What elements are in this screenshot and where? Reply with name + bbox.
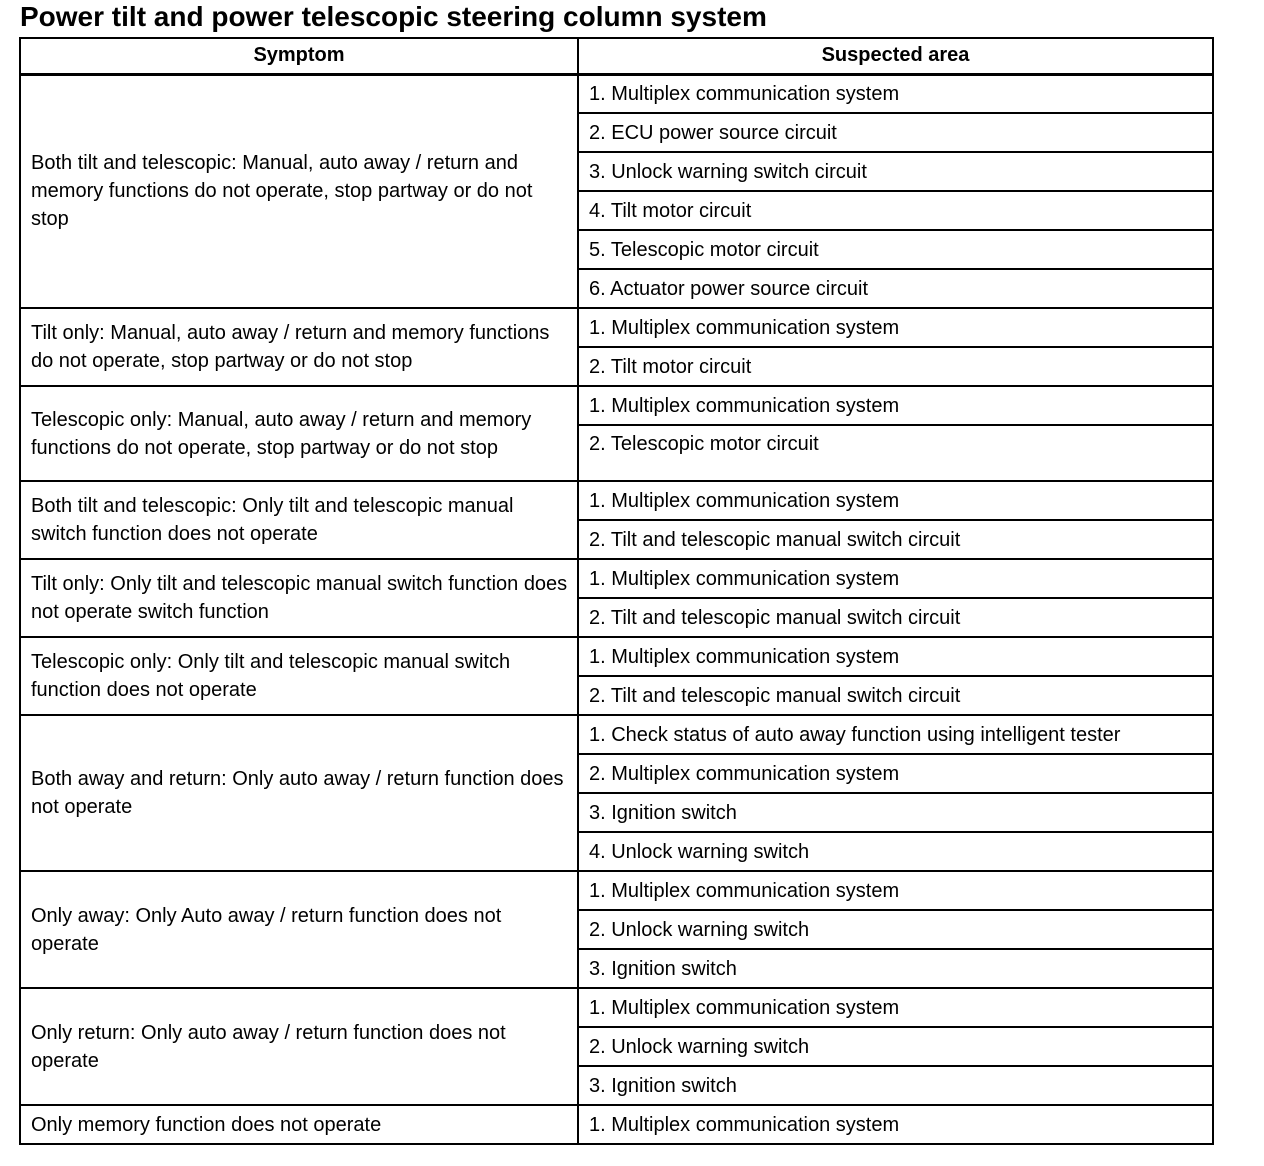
symptom-cell: Both tilt and telescopic: Only tilt and telescopic manual switch function does not operate xyxy=(20,481,578,559)
suspected-area-cell: 2. Tilt and telescopic manual switch circuit xyxy=(578,598,1213,637)
symptom-cell: Only memory function does not operate xyxy=(20,1105,578,1144)
table-row xyxy=(20,386,1213,425)
suspected-area-cell: 2. Telescopic motor circuit xyxy=(578,425,1213,481)
suspected-area-cell: 1. Multiplex communication system xyxy=(578,1105,1213,1144)
column-header-suspected-area: Suspected area xyxy=(578,38,1213,74)
symptom-table xyxy=(19,37,1214,1145)
suspected-area-cell: 2. Tilt motor circuit xyxy=(578,347,1213,386)
symptom-cell: Both tilt and telescopic: Manual, auto away / return and memory functions do not operate, stop partway or do not stop xyxy=(20,74,578,308)
symptom-cell: Tilt only: Manual, auto away / return and memory functions do not operate, stop partway or do not stop xyxy=(20,308,578,386)
suspected-area-cell: 1. Multiplex communication system xyxy=(578,481,1213,520)
table-row xyxy=(20,988,1213,1027)
symptom-cell: Only return: Only auto away / return function does not operate xyxy=(20,988,578,1105)
symptom-cell: Tilt only: Only tilt and telescopic manual switch function does not operate switch function xyxy=(20,559,578,637)
column-header-symptom: Symptom xyxy=(20,38,578,74)
suspected-area-cell: 2. Multiplex communication system xyxy=(578,754,1213,793)
symptom-cell: Only away: Only Auto away / return function does not operate xyxy=(20,871,578,988)
suspected-area-cell: 2. Tilt and telescopic manual switch circuit xyxy=(578,520,1213,559)
table-header-row xyxy=(20,38,1213,74)
table-row xyxy=(20,481,1213,520)
suspected-area-cell: 6. Actuator power source circuit xyxy=(578,269,1213,308)
suspected-area-cell: 1. Multiplex communication system xyxy=(578,559,1213,598)
suspected-area-cell: 1. Multiplex communication system xyxy=(578,308,1213,347)
suspected-area-cell: 2. Unlock warning switch xyxy=(578,1027,1213,1066)
suspected-area-cell: 1. Multiplex communication system xyxy=(578,871,1213,910)
suspected-area-cell: 5. Telescopic motor circuit xyxy=(578,230,1213,269)
suspected-area-cell: 1. Multiplex communication system xyxy=(578,74,1213,113)
suspected-area-cell: 1. Multiplex communication system xyxy=(578,637,1213,676)
table-row xyxy=(20,559,1213,598)
suspected-area-cell: 3. Unlock warning switch circuit xyxy=(578,152,1213,191)
symptom-cell: Telescopic only: Manual, auto away / return and memory functions do not operate, stop partway or do not stop xyxy=(20,386,578,481)
table-row xyxy=(20,1105,1213,1144)
symptom-cell: Both away and return: Only auto away / return function does not operate xyxy=(20,715,578,871)
suspected-area-cell: 2. Unlock warning switch xyxy=(578,910,1213,949)
table-row xyxy=(20,308,1213,347)
suspected-area-cell: 1. Check status of auto away function using intelligent tester xyxy=(578,715,1213,754)
table-row xyxy=(20,871,1213,910)
suspected-area-cell: 1. Multiplex communication system xyxy=(578,386,1213,425)
page-title: Power tilt and power telescopic steering column system xyxy=(20,1,767,32)
suspected-area-cell: 2. Tilt and telescopic manual switch circuit xyxy=(578,676,1213,715)
table-row xyxy=(20,637,1213,676)
symptom-cell: Telescopic only: Only tilt and telescopic manual switch function does not operate xyxy=(20,637,578,715)
suspected-area-cell: 3. Ignition switch xyxy=(578,1066,1213,1105)
suspected-area-cell: 3. Ignition switch xyxy=(578,793,1213,832)
suspected-area-cell: 1. Multiplex communication system xyxy=(578,988,1213,1027)
suspected-area-cell: 3. Ignition switch xyxy=(578,949,1213,988)
suspected-area-cell: 4. Tilt motor circuit xyxy=(578,191,1213,230)
table-row xyxy=(20,74,1213,113)
table-row xyxy=(20,715,1213,754)
suspected-area-cell: 2. ECU power source circuit xyxy=(578,113,1213,152)
suspected-area-cell: 4. Unlock warning switch xyxy=(578,832,1213,871)
